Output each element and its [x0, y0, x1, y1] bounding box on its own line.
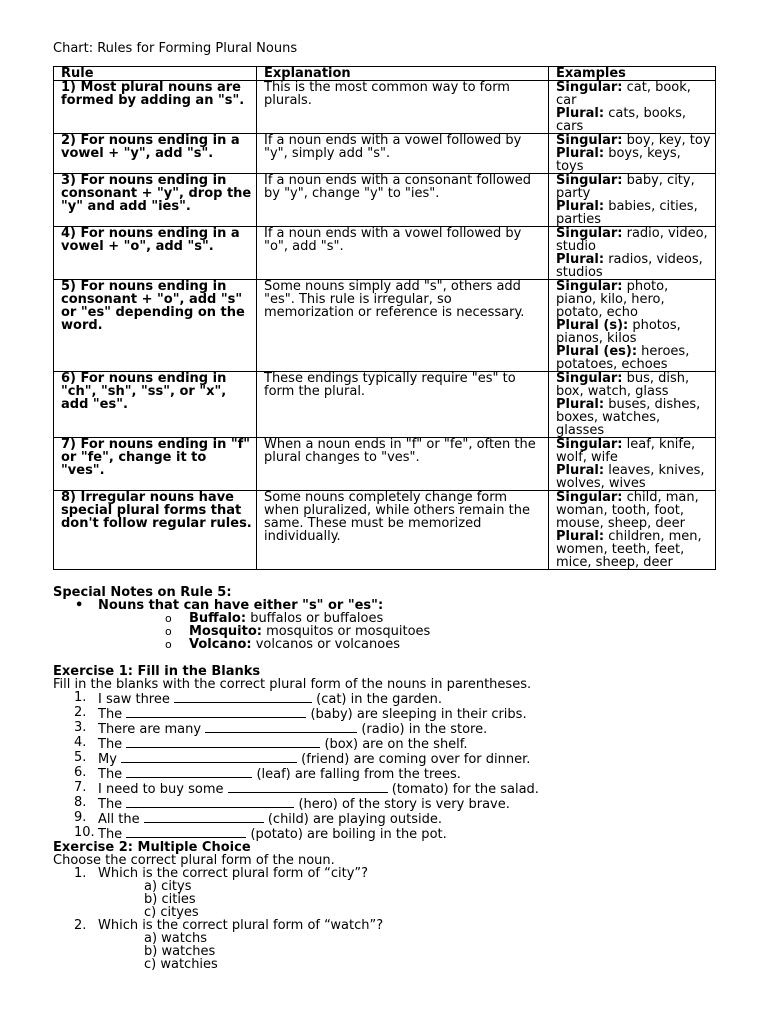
item-before: The [98, 707, 127, 722]
explanation-cell: If a noun ends with a vowel followed by "y", simply add "s". [257, 134, 549, 174]
rule-cell: 5) For nouns ending in consonant + "o", add "s" or "es" depending on the word. [54, 280, 257, 372]
item-after: (child) are playing outside. [263, 812, 442, 827]
note-term: Buffalo: [189, 611, 247, 626]
table-row [54, 491, 716, 570]
answer-option[interactable]: c) cityes [144, 905, 199, 920]
item-after: (radio) in the store. [357, 722, 488, 737]
example-label: Plural (es): [556, 344, 638, 359]
item-before: The [98, 737, 127, 752]
example-text: radio, video, studio [556, 226, 708, 254]
explanation-cell: If a noun ends with a consonant followed by "y", change "y" to "ies". [257, 174, 549, 227]
notes-bullet-item [53, 599, 715, 651]
list-item [98, 638, 715, 651]
examples-cell [549, 491, 716, 570]
bullet-icon: • [75, 598, 84, 613]
examples-cell [549, 134, 716, 174]
answer-blank[interactable] [174, 691, 312, 703]
table-row [54, 81, 716, 134]
item-after: (cat) in the garden. [312, 692, 443, 707]
note-term: Mosquito: [189, 624, 262, 639]
exercise2-title: Exercise 2: Multiple Choice [53, 840, 251, 855]
explanation-cell: If a noun ends with a vowel followed by "o", add "s". [257, 227, 549, 280]
example-label: Plural: [556, 397, 605, 412]
item-after: (potato) are boiling in the pot. [246, 827, 447, 842]
question-text: Which is the correct plural form of “city”? [98, 866, 369, 881]
list-item [53, 766, 715, 781]
item-number: 10. [74, 825, 95, 840]
list-item [53, 811, 715, 826]
answer-option[interactable]: c) watchies [144, 957, 218, 972]
table-row [54, 174, 716, 227]
example-label: Singular: [556, 133, 623, 148]
question-item [53, 867, 715, 919]
answer-blank[interactable] [126, 826, 246, 838]
examples-cell [549, 280, 716, 372]
explanation-cell: Some nouns simply add "s", others add "es". This rule is irregular, so memorization or reference is necessary. [257, 280, 549, 372]
explanation-cell: This is the most common way to form plurals. [257, 81, 549, 134]
examples-cell [549, 227, 716, 280]
item-before: The [98, 827, 127, 842]
rule-cell: 2) For nouns ending in a vowel + "y", add "s". [54, 134, 257, 174]
item-before: The [98, 767, 127, 782]
special-notes-title: Special Notes on Rule 5: [53, 585, 232, 600]
question-number: 2. [74, 918, 87, 933]
list-item [53, 781, 715, 796]
question-text: Which is the correct plural form of “watch”? [98, 918, 384, 933]
item-after: (box) are on the shelf. [320, 737, 468, 752]
example-text: cat, book, car [556, 80, 691, 108]
item-after: (friend) are coming over for dinner. [297, 752, 531, 767]
notes-bullet-text: Nouns that can have either "s" or "es": [98, 598, 384, 613]
answer-option[interactable]: a) watchs [144, 931, 208, 946]
examples-cell [549, 438, 716, 491]
answer-blank[interactable] [121, 751, 297, 763]
note-text: volcanos or volcanoes [251, 637, 400, 652]
item-number: 1. [74, 690, 87, 705]
rule-cell: 1) Most plural nouns are formed by adding an "s". [54, 81, 257, 134]
item-after: (leaf) are falling from the trees. [252, 767, 461, 782]
rule-cell: 8) Irregular nouns have special plural forms that don't follow regular rules. [54, 491, 257, 570]
item-before: I need to buy some [98, 782, 228, 797]
document-page [53, 42, 715, 971]
list-item [53, 691, 715, 706]
header-rule: Rule [54, 67, 257, 81]
answer-option[interactable]: a) citys [144, 879, 192, 894]
rule-cell: 4) For nouns ending in a vowel + "o", add "s". [54, 227, 257, 280]
header-explanation: Explanation [257, 67, 549, 81]
example-text: leaves, knives, wolves, wives [556, 463, 705, 491]
list-item [53, 736, 715, 751]
answer-blank[interactable] [228, 781, 388, 793]
examples-cell [549, 174, 716, 227]
item-before: All the [98, 812, 144, 827]
item-after: (baby) are sleeping in their cribs. [306, 707, 527, 722]
item-number: 2. [74, 705, 87, 720]
example-label: Plural: [556, 529, 605, 544]
example-label: Plural: [556, 106, 605, 121]
item-number: 6. [74, 765, 87, 780]
example-text: photos, pianos, kilos [556, 318, 681, 346]
example-text: buses, dishes, boxes, watches, glasses [556, 397, 701, 438]
answer-blank[interactable] [126, 796, 294, 808]
rule-cell: 3) For nouns ending in consonant + "y", drop the "y" and add "ies". [54, 174, 257, 227]
list-item [53, 721, 715, 736]
example-text: bus, dish, box, watch, glass [556, 371, 690, 399]
table-header-row [54, 67, 716, 81]
explanation-cell: Some nouns completely change form when pluralized, while others remain the same. These must be memorized individually. [257, 491, 549, 570]
rule-cell: 6) For nouns ending in "ch", "sh", "ss", or "x", add "es". [54, 372, 257, 438]
item-before: I saw three [98, 692, 174, 707]
circle-bullet-icon: o [165, 638, 172, 651]
example-label: Singular: [556, 80, 623, 95]
example-label: Singular: [556, 371, 623, 386]
example-label: Singular: [556, 279, 623, 294]
special-notes-list [53, 599, 715, 651]
item-number: 5. [74, 750, 87, 765]
explanation-cell: When a noun ends in "f" or "fe", often the plural changes to "ves". [257, 438, 549, 491]
example-label: Singular: [556, 173, 623, 188]
example-label: Singular: [556, 490, 623, 505]
explanation-cell: These endings typically require "es" to form the plural. [257, 372, 549, 438]
item-number: 8. [74, 795, 87, 810]
example-text: radios, videos, studios [556, 252, 703, 280]
answer-blank[interactable] [126, 766, 252, 778]
answer-option[interactable]: b) cities [144, 892, 196, 907]
list-item [53, 706, 715, 721]
example-label: Plural: [556, 146, 605, 161]
item-before: There are many [98, 722, 206, 737]
answer-option[interactable]: b) watches [144, 944, 216, 959]
note-text: mosquitos or mosquitoes [261, 624, 431, 639]
item-number: 4. [74, 735, 87, 750]
example-text: boy, key, toy [622, 133, 711, 148]
answer-blank[interactable] [144, 811, 264, 823]
item-before: My [98, 752, 122, 767]
item-number: 3. [74, 720, 87, 735]
example-label: Plural: [556, 199, 605, 214]
example-text: heroes, potatoes, echoes [556, 344, 690, 372]
header-examples: Examples [549, 67, 716, 81]
item-number: 7. [74, 780, 87, 795]
example-text: photo, piano, kilo, hero, potato, echo [556, 279, 669, 320]
answer-blank[interactable] [126, 706, 306, 718]
exercise2-instructions: Choose the correct plural form of the noun. [53, 853, 335, 868]
example-label: Plural: [556, 252, 605, 267]
item-before: The [98, 797, 127, 812]
plural-rules-table [53, 66, 716, 570]
answer-blank[interactable] [126, 736, 320, 748]
example-label: Singular: [556, 226, 623, 241]
example-text: leaf, knife, wolf, wife [556, 437, 696, 465]
example-label: Plural: [556, 463, 605, 478]
chart-title: Chart: Rules for Forming Plural Nouns [53, 41, 298, 56]
table-row [54, 438, 716, 491]
examples-cell [549, 81, 716, 134]
table-row [54, 227, 716, 280]
note-term: Volcano: [189, 637, 252, 652]
exercise2-list [53, 867, 715, 971]
list-item [53, 826, 715, 841]
exercise1-list [53, 691, 715, 841]
example-label: Plural (s): [556, 318, 629, 333]
example-text: babies, cities, parties [556, 199, 698, 227]
question-item [53, 919, 715, 971]
example-text: baby, city, party [556, 173, 695, 201]
note-text: buffalos or buffaloes [246, 611, 384, 626]
example-text: boys, keys, toys [556, 146, 681, 174]
table-row [54, 372, 716, 438]
question-number: 1. [74, 866, 87, 881]
example-text: children, men, women, teeth, feet, mice, sheep, deer [556, 529, 702, 570]
item-after: (tomato) for the salad. [387, 782, 539, 797]
circle-bullet-icon: o [165, 625, 172, 638]
circle-bullet-icon: o [165, 612, 172, 625]
example-text: cats, books, cars [556, 106, 687, 134]
example-text: child, man, woman, tooth, foot, mouse, sheep, deer [556, 490, 699, 531]
list-item [53, 796, 715, 811]
table-row [54, 280, 716, 372]
examples-cell [549, 372, 716, 438]
exercise1-instructions: Fill in the blanks with the correct plural form of the nouns in parentheses. [53, 677, 532, 692]
notes-sublist [98, 612, 715, 651]
list-item [53, 751, 715, 766]
rule-cell: 7) For nouns ending in "f" or "fe", change it to "ves". [54, 438, 257, 491]
example-label: Singular: [556, 437, 623, 452]
exercise1-title: Exercise 1: Fill in the Blanks [53, 664, 261, 679]
item-after: (hero) of the story is very brave. [294, 797, 510, 812]
table-row [54, 134, 716, 174]
answer-blank[interactable] [205, 721, 357, 733]
item-number: 9. [74, 810, 87, 825]
